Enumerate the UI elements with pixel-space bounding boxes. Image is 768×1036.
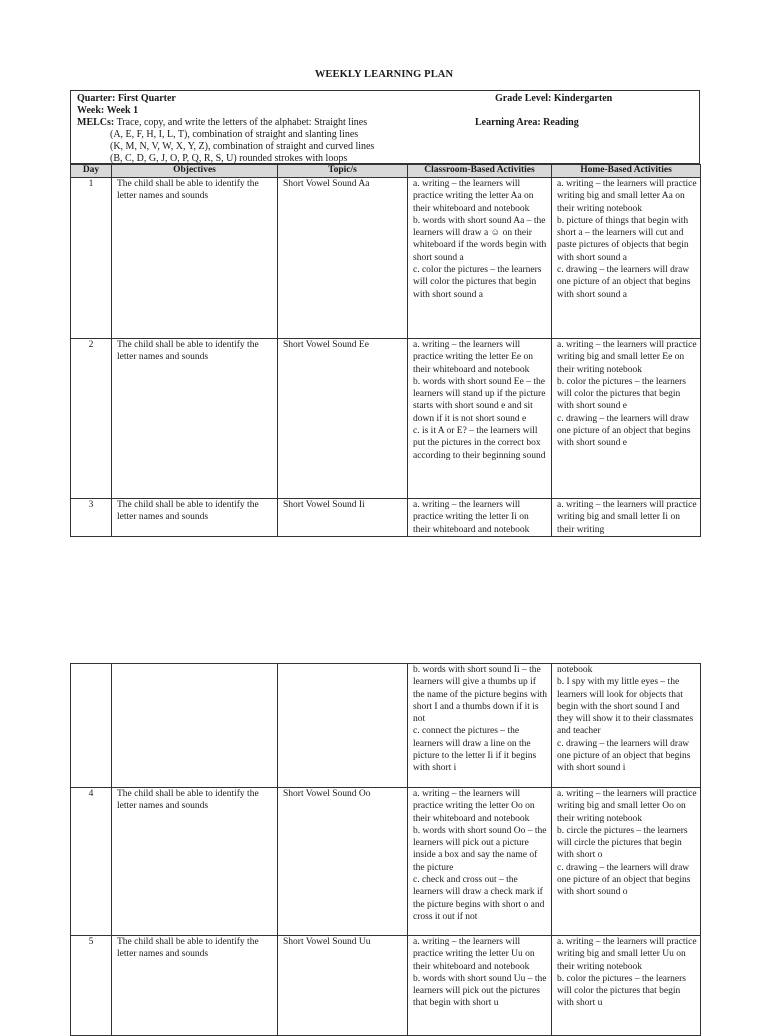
table-row	[71, 499, 701, 537]
topic-cell: Short Vowel Sound Uu	[278, 936, 408, 1036]
plan-table-page-1	[70, 164, 701, 537]
objective-cell: The child shall be able to identify the letter names and sounds	[112, 499, 278, 537]
home-text: a. writing – the learners will practice writing big and small letter Ii on their writing	[557, 500, 697, 535]
quarter-line	[77, 93, 176, 105]
home-cell	[552, 936, 701, 1036]
objective-cell: The child shall be able to identify the letter names and sounds	[112, 339, 278, 499]
home-text: a. writing – the learners will practice writing big and small letter Aa on their writing notebook b. picture of things that begin with short a – the learners will cut and paste pictures of objects that begin with short sound a c. drawing – the learners will draw one picture of an object that begins with short sound a	[557, 179, 697, 300]
melcs-line-4: (B, C, D, G, J, O, P, Q, R, S, U) rounded strokes with loops	[110, 153, 348, 164]
melcs-label: MELCs:	[77, 117, 115, 128]
quarter-label: Quarter:	[77, 93, 116, 104]
melcs-line-2: (A, E, F, H, I, L, T), combination of straight and slanting lines	[110, 129, 359, 140]
home-cell	[552, 178, 701, 339]
home-cell	[552, 664, 701, 788]
home-text: notebook b. I spy with my little eyes – the learners will look for objects that begin with the short sound I and they will show it to their classmates and teacher c. drawing – the learners will draw one picture of an object that begins with short sound i	[557, 665, 694, 774]
classroom-text: a. writing – the learners will practice writing the letter Ee on their whiteboard and notebook b. words with short sound Ee – the learners will stand up if the picture starts with short sound e and sit down if it is not short sound e c. is it A or E? – the learners will put the pictures in the correct box according to their beginning sound	[413, 340, 546, 461]
objective-cell: The child shall be able to identify the letter names and sounds	[112, 178, 278, 339]
table-header-row	[71, 165, 701, 178]
week-value: Week 1	[106, 105, 139, 116]
plan-table-page-2	[70, 663, 701, 1036]
classroom-text: a. writing – the learners will practice writing the letter Ii on their whiteboard and notebook	[413, 500, 530, 535]
classroom-cell	[408, 178, 552, 339]
table-row	[71, 936, 701, 1036]
melcs-line-3: (K, M, N, V, W, X, Y, Z), combination of straight and curved lines	[110, 141, 375, 152]
grade-label: Grade Level:	[495, 93, 552, 104]
classroom-text: a. writing – the learners will practice writing the letter Oo on their whiteboard and notebook b. words with short sound Oo – the learners will pick out a picture inside a box and say the name of the picture c. check and cross out – the learners will draw a check mark if the picture begins with short o and cross it out if not	[413, 789, 547, 922]
topic-cell: Short Vowel Sound Ee	[278, 339, 408, 499]
home-text: a. writing – the learners will practice writing big and small letter Oo on their writing notebook b. circle the pictures – the learners will circle the pictures that begin with short o c. drawing – the learners will draw one picture of an object that begins with short sound o	[557, 789, 697, 898]
topic-cell: Short Vowel Sound Aa	[278, 178, 408, 339]
classroom-text: b. words with short sound Ii – the learners will give a thumbs up if the name of the picture begins with short I and a thumbs down if it is not c. connect the pictures – the learners will draw a line on the picture to the letter Ii if it begins with short i	[413, 665, 548, 774]
col-classroom-activities: Classroom-Based Activities	[408, 165, 552, 178]
day-cell	[71, 664, 112, 788]
table-row	[71, 178, 701, 339]
day-cell: 2	[71, 339, 112, 499]
classroom-cell	[408, 664, 552, 788]
col-objectives: Objectives	[112, 165, 278, 178]
grade-level	[495, 93, 612, 105]
week-label: Week:	[77, 105, 105, 116]
area-value: Reading	[543, 117, 579, 128]
col-day: Day	[71, 165, 112, 178]
day-cell: 5	[71, 936, 112, 1036]
day-cell: 4	[71, 788, 112, 936]
home-text: a. writing – the learners will practice writing big and small letter Uu on their writing notebook b. color the pictures – the learners will color the pictures that begin with short u	[557, 937, 697, 1009]
classroom-cell	[408, 788, 552, 936]
learning-area	[475, 117, 579, 129]
objective-cell	[112, 664, 278, 788]
topic-cell: Short Vowel Sound Ii	[278, 499, 408, 537]
melcs-text: Trace, copy, and write the letters of the alphabet: Straight lines	[116, 117, 368, 128]
classroom-text: a. writing – the learners will practice writing the letter Uu on their whiteboard and notebook b. words with short sound Uu – the learners will pick out the pictures that begin with short u	[413, 937, 547, 1009]
plan-header	[70, 90, 700, 164]
week-line	[77, 105, 138, 117]
col-home-activities: Home-Based Activities	[552, 165, 701, 178]
topic-cell: Short Vowel Sound Oo	[278, 788, 408, 936]
day-cell: 3	[71, 499, 112, 537]
col-topics: Topic/s	[278, 165, 408, 178]
table-row	[71, 664, 701, 788]
classroom-cell	[408, 936, 552, 1036]
home-cell	[552, 788, 701, 936]
home-text: a. writing – the learners will practice writing big and small letter Ee on their writing notebook b. color the pictures – the learners will color the pictures that begin with short sound e c. drawing – the learners will draw one picture of an object that begins with short sound e	[557, 340, 697, 449]
melcs-line-1	[77, 117, 367, 129]
objective-cell: The child shall be able to identify the letter names and sounds	[112, 936, 278, 1036]
objective-cell: The child shall be able to identify the letter names and sounds	[112, 788, 278, 936]
grade-value: Kindergarten	[553, 93, 613, 104]
home-cell	[552, 339, 701, 499]
table-row	[71, 788, 701, 936]
topic-cell	[278, 664, 408, 788]
table-row	[71, 339, 701, 499]
quarter-value: First Quarter	[117, 93, 176, 104]
document-title: WEEKLY LEARNING PLAN	[314, 69, 454, 80]
classroom-cell	[408, 339, 552, 499]
classroom-text: a. writing – the learners will practice writing the letter Aa on their whiteboard and notebook b. words with short sound Aa – the learners will draw a ☺ on their whiteboard if the words begin with short sound a c. color the pictures – the learners will color the pictures that begin with short sound a	[413, 179, 547, 300]
classroom-cell	[408, 499, 552, 537]
day-cell: 1	[71, 178, 112, 339]
home-cell	[552, 499, 701, 537]
area-label: Learning Area:	[475, 117, 541, 128]
